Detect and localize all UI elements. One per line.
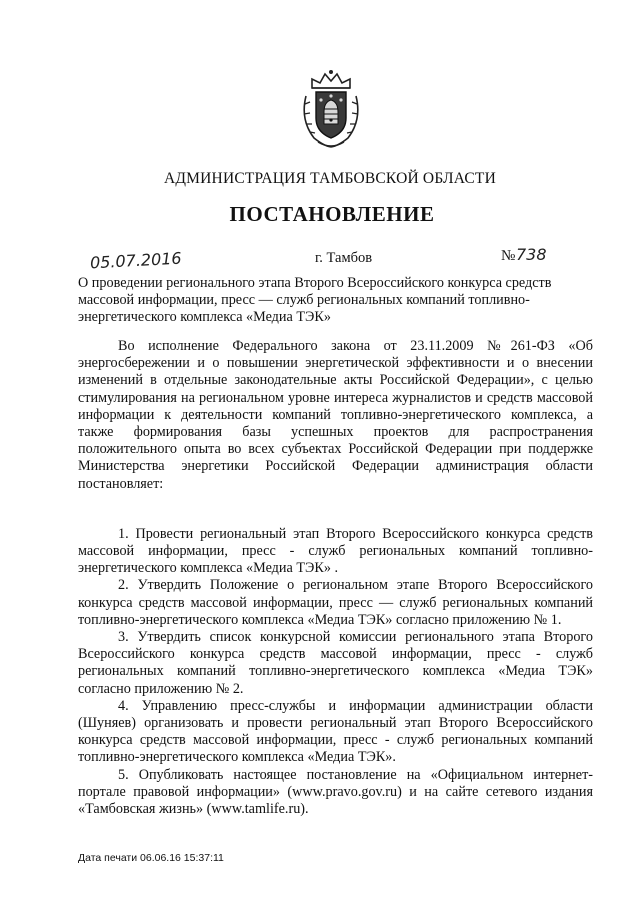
resolution-item-3: 3. Утвердить список конкурсной комиссии регионального этапа Второго Всероссийского конкурса средств массовой информации, пресс - служб региональных компаний топливно-энергетического комплекса «Медиа ТЭК» согласно приложению № 2.: [78, 629, 593, 697]
print-date-footer: Дата печати 06.06.16 15:37:11: [78, 852, 224, 864]
document-type-title: ПОСТАНОВЛЕНИЕ: [229, 202, 435, 226]
document-city: г. Тамбов: [315, 250, 373, 266]
document-subject: О проведении регионального этапа Второго Всероссийского конкурса средств массовой информации, пресс — служб региональных компаний топливно-энергетического комплекса «Медиа ТЭК»: [78, 275, 552, 325]
resolution-item-5: 5. Опубликовать настоящее постановление на «Официальном интернет-портале правовой информации» (www.pravo.gov.ru) и на сайте сетевого издания «Тамбовская жизнь» (www.tamlife.ru).: [78, 766, 593, 818]
document-number: 738: [516, 245, 547, 264]
tambov-coat-of-arms-icon: [298, 68, 364, 148]
document-date: 05.07.2016: [89, 248, 183, 273]
preamble-paragraph: Во исполнение Федерального закона от 23.11.2009 №261-ФЗ «Об энергосбережении и о повышении энергетической эффективности и о внесении изменений в отдельные законодательные акты Российской Федерации», с целью стимулирования на региональном уровне интереса журналистов и средств массовой информации к деятельности компаний топливно-энергетического комплекса, а также формирования базы успешных проектов для распространения положительного опыта во всех субъектах Российской Федерации при поддержке Министерства энергетики Российской Федерации администрация области постановляет:: [78, 338, 593, 492]
organization-name: АДМИНИСТРАЦИЯ ТАМБОВСКОЙ ОБЛАСТИ: [164, 170, 496, 187]
document-number-label: №: [501, 248, 516, 264]
resolution-item-4: 4. Управлению пресс-службы и информации администрации области (Шуняев) организовать и провести региональный этап Второго Всероссийского конкурса средств массовой информации, пресс - служб региональных компаний топливно-энергетического комплекса «Медиа ТЭК».: [78, 697, 593, 766]
resolution-item-1: 1. Провести региональный этап Второго Всероссийского конкурса средств массовой информации, пресс - служб региональных компаний топливно-энергетического комплекса «Медиа ТЭК» .: [78, 525, 593, 577]
resolution-item-2: 2. Утвердить Положение о региональном этапе Второго Всероссийского конкурса средств массовой информации, пресс — служб региональных компаний топливно-энергетического комплекса «Медиа ТЭК» согласно приложению № 1.: [78, 577, 593, 628]
document-body: [78, 338, 593, 818]
